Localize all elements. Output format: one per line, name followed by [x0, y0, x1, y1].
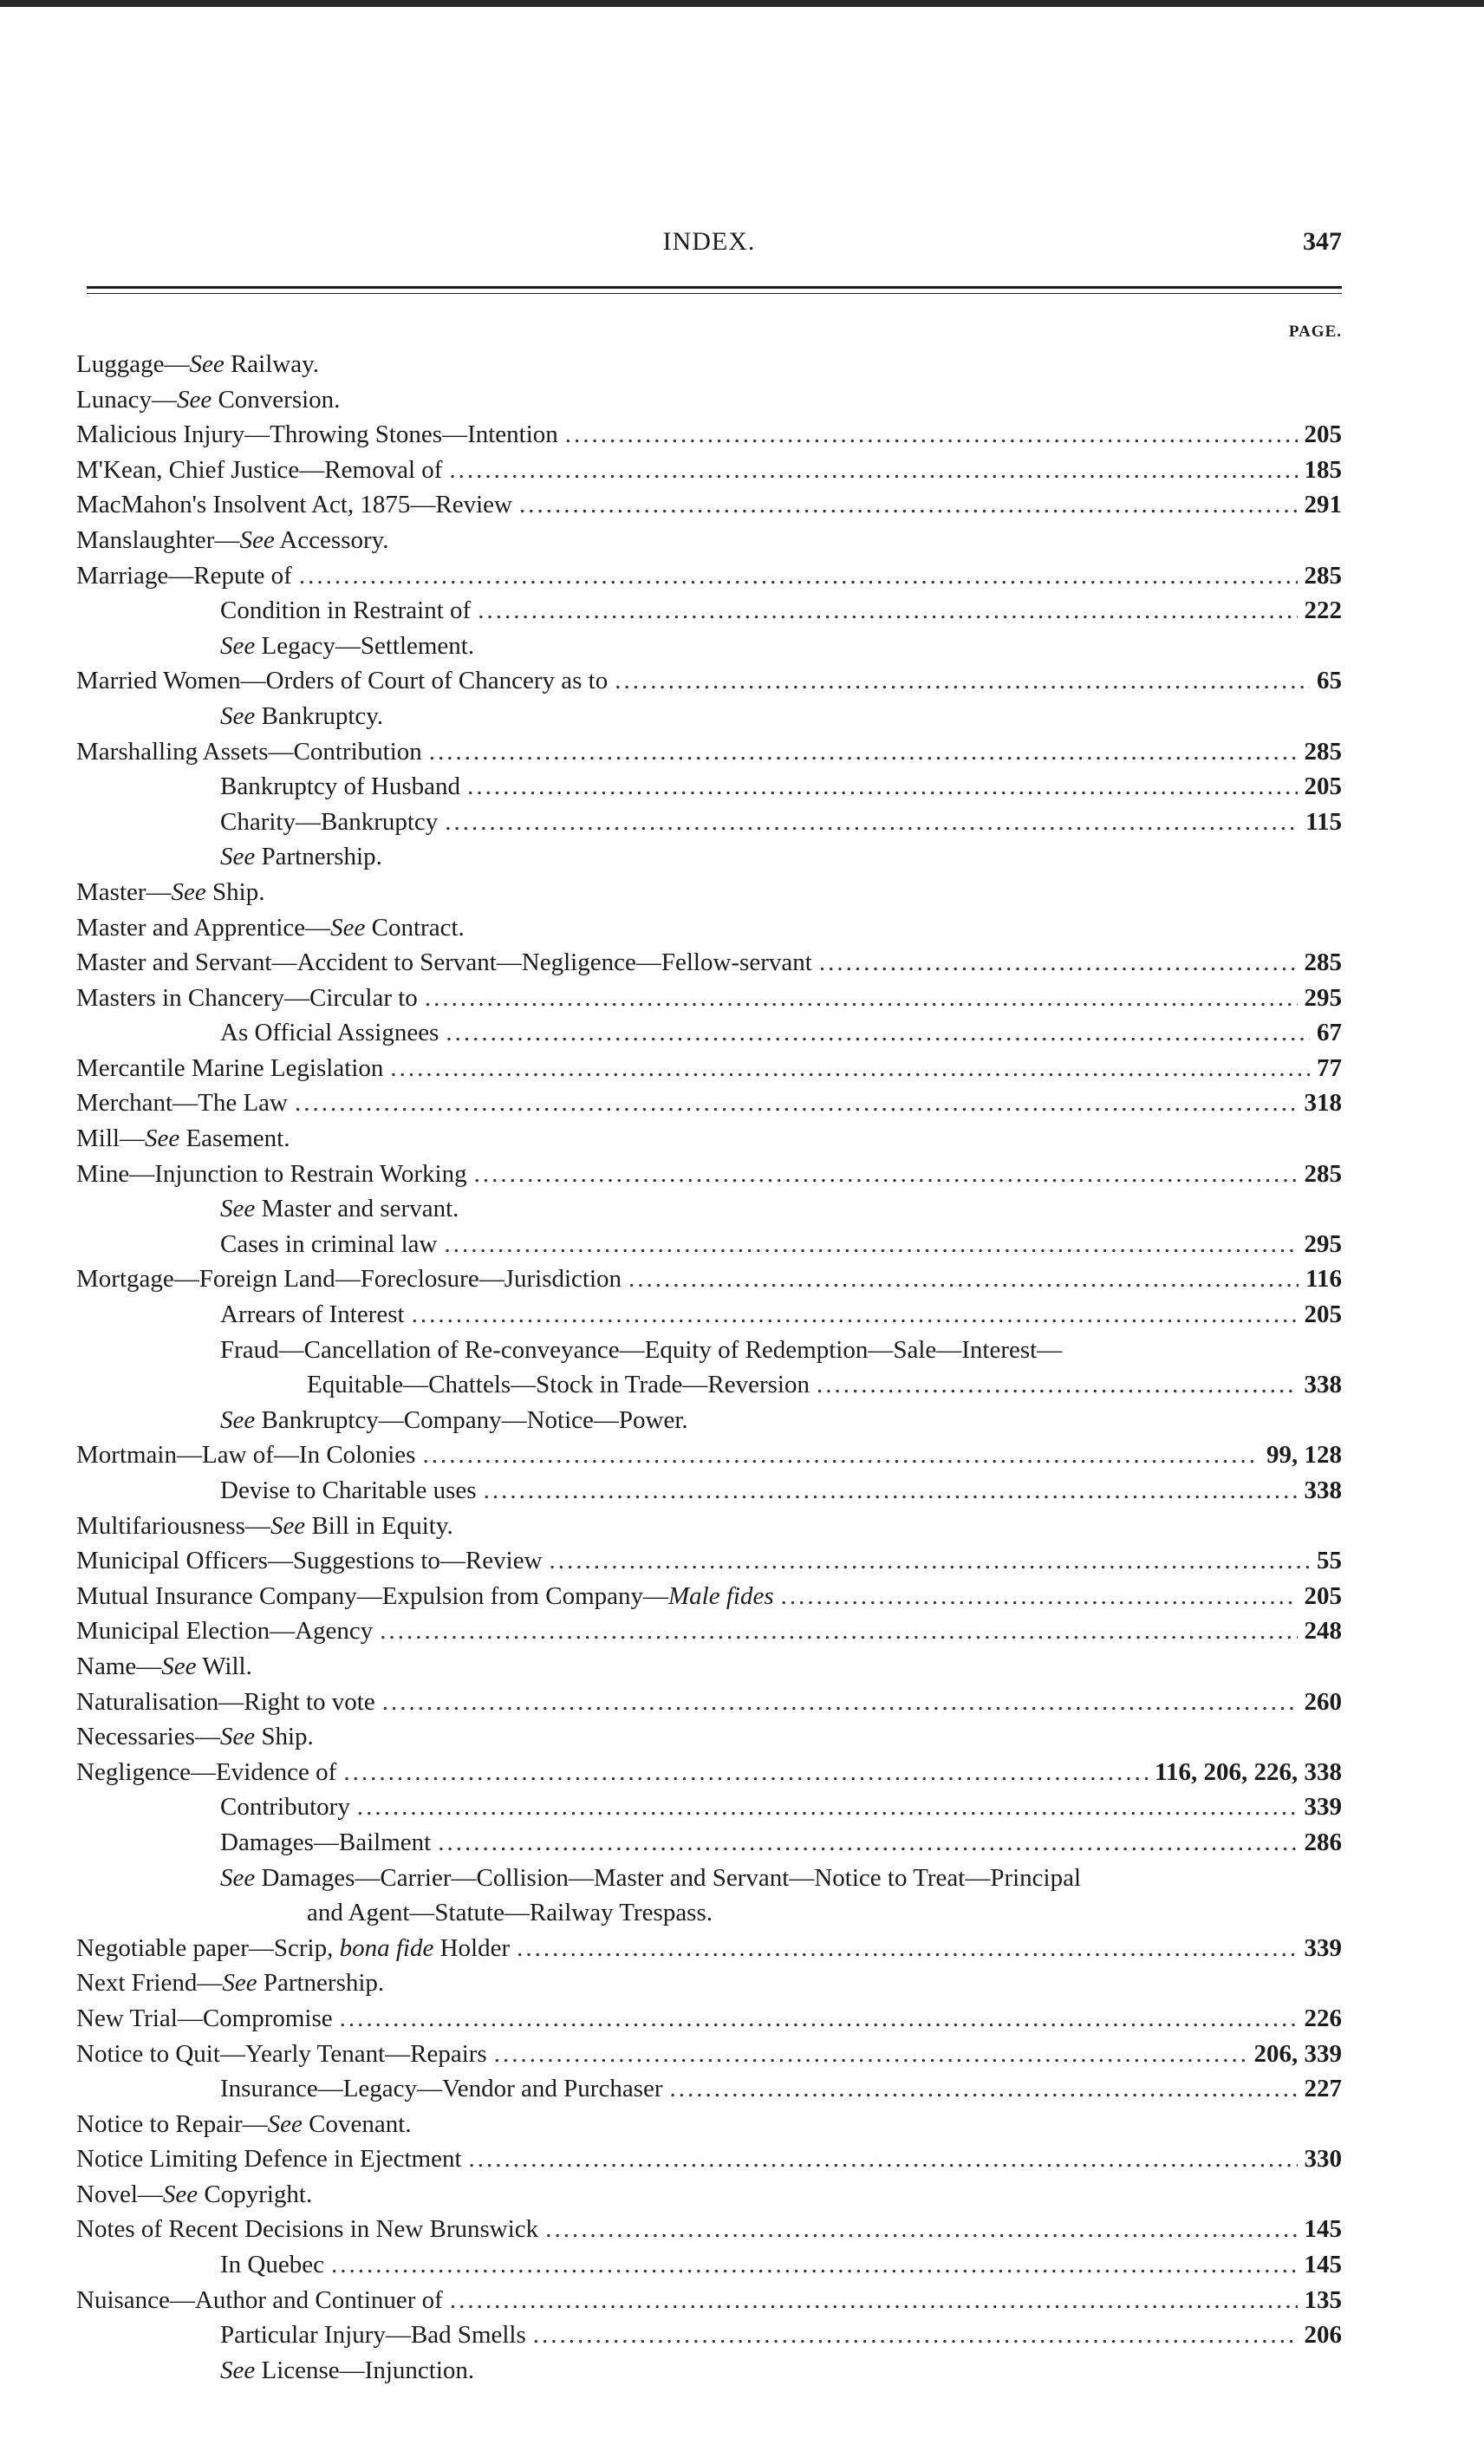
entry-text — [76, 2283, 443, 2318]
entry-text-part: Mutual Insurance Company—Expulsion from Company— — [76, 1581, 669, 1610]
entry-page-ref: 285 — [1304, 561, 1342, 590]
entry-text — [76, 1051, 383, 1086]
entry-page-ref: 338 — [1304, 1476, 1342, 1504]
entry-page-ref: 206, 339 — [1253, 2039, 1342, 2068]
index-entry — [76, 1895, 1342, 1931]
entry-italic-text: See — [220, 2356, 256, 2384]
dot-leader — [380, 1613, 1297, 1649]
dot-leader — [517, 1931, 1297, 1966]
dot-leader — [781, 1579, 1298, 1614]
index-entry — [76, 1825, 1342, 1861]
index-entry — [76, 1965, 1342, 2001]
entry-page-ref: 145 — [1304, 2251, 1342, 2279]
entry-text-part: Cases in criminal law — [220, 1229, 438, 1258]
entry-text-part: Contract. — [365, 913, 465, 942]
dot-leader — [565, 417, 1298, 453]
entry-text — [76, 558, 292, 594]
entry-text — [307, 1367, 810, 1403]
dot-leader — [545, 2212, 1297, 2247]
entry-text — [76, 453, 442, 488]
entry-text — [220, 1861, 1081, 1896]
index-entry — [76, 734, 1342, 770]
entry-page-ref: 285 — [1304, 1159, 1342, 1188]
dot-leader — [467, 769, 1297, 805]
entry-text-part: Master and Servant—Accident to Servant—Negligence—Fellow-servant — [76, 948, 812, 977]
entry-page-ref: 99, 128 — [1266, 1441, 1342, 1470]
entry-text-part: Married Women—Orders of Court of Chancery as to — [76, 667, 609, 695]
entry-text-part: Mine—Injunction to Restrain Working — [76, 1159, 467, 1188]
entry-text — [76, 2177, 312, 2213]
entry-page-ref: 248 — [1304, 1617, 1342, 1646]
entry-page-ref: 330 — [1304, 2145, 1342, 2174]
index-entry — [76, 2001, 1342, 2037]
index-entry — [76, 593, 1342, 629]
entry-text-part: Damages—Carrier—Collision—Master and Servant—Notice to Treat—Principal — [255, 1863, 1082, 1892]
dot-leader — [412, 1297, 1298, 1333]
entry-italic-text: bona fide — [339, 1933, 434, 1962]
entry-text-part: Equitable—Chattels—Stock in Trade—Reversion — [307, 1371, 810, 1399]
entry-text-part: Copyright. — [198, 2180, 313, 2208]
dot-leader — [550, 1543, 1310, 1579]
entry-text-part: Damages—Bailment — [220, 1828, 432, 1856]
entry-page-ref: 226 — [1304, 2004, 1342, 2032]
dot-leader — [444, 1227, 1297, 1262]
entry-page-ref: 205 — [1304, 420, 1342, 449]
entry-text — [76, 2107, 412, 2142]
entry-page-ref: 65 — [1317, 667, 1342, 695]
entry-text-part: Arrears of Interest — [220, 1300, 405, 1329]
entry-text-part: License—Injunction. — [255, 2356, 475, 2384]
entry-text — [76, 1437, 415, 1473]
entry-italic-text: See — [222, 1969, 257, 1998]
entry-text-part: Master and Apprentice— — [76, 913, 331, 942]
entry-text — [76, 1719, 314, 1755]
entry-text-part: Covenant. — [302, 2109, 412, 2138]
dot-leader — [819, 945, 1298, 981]
entry-text — [76, 1931, 510, 1966]
entry-text — [220, 1297, 405, 1333]
entry-text — [220, 629, 474, 664]
entry-text — [220, 1825, 431, 1861]
entry-text — [76, 2001, 333, 2037]
entry-page-ref: 295 — [1304, 983, 1342, 1012]
entry-text-part: Masters in Chancery—Circular to — [76, 983, 418, 1012]
index-entry — [76, 805, 1342, 840]
dot-leader — [670, 2071, 1298, 2107]
entry-page-ref: 185 — [1304, 455, 1342, 484]
entry-text-part: Lunacy— — [76, 385, 177, 414]
entry-text-part: Bankruptcy. — [255, 701, 384, 730]
entry-text — [76, 981, 418, 1016]
entry-page-ref: 260 — [1304, 1687, 1342, 1716]
entry-italic-text: See — [220, 1405, 256, 1434]
index-entry — [76, 1579, 1342, 1614]
entry-text-part: Holder — [433, 1933, 511, 1962]
entry-italic-text: See — [144, 1124, 180, 1153]
entry-text-part: In Quebec — [220, 2251, 324, 2279]
entry-text-part: Accessory. — [274, 525, 389, 554]
page-title: INDEX. — [662, 227, 756, 256]
index-entry — [76, 699, 1342, 734]
entry-italic-text: See — [270, 1511, 306, 1540]
dot-leader — [478, 593, 1297, 629]
entry-text-part: Master— — [76, 877, 172, 906]
entry-italic-text: See — [219, 1723, 256, 1751]
entry-text — [220, 1333, 1062, 1368]
entry-text-part: Bankruptcy of Husband — [220, 772, 461, 801]
entry-text — [220, 1789, 350, 1825]
index-entry — [76, 2317, 1342, 2353]
entry-italic-text: See — [239, 525, 275, 554]
entry-text-part: MacMahon's Insolvent Act, 1875—Review — [76, 491, 512, 519]
index-entry — [76, 1227, 1342, 1262]
entry-text — [307, 1895, 713, 1931]
dot-leader — [450, 2283, 1298, 2318]
entry-text-part: Mill— — [76, 1124, 145, 1153]
entry-page-ref: 285 — [1304, 737, 1342, 766]
index-entry — [76, 1437, 1342, 1473]
index-entry — [76, 1051, 1342, 1086]
entry-text — [76, 2212, 538, 2247]
entry-text-part: Novel— — [76, 2180, 163, 2208]
entry-text-part: Mortgage—Foreign Land—Foreclosure—Jurisdiction — [76, 1265, 622, 1294]
entry-text-part: Multifariousness— — [76, 1511, 270, 1540]
header-rule-thick — [87, 286, 1342, 289]
index-entry — [76, 981, 1342, 1016]
entry-italic-text: See — [162, 2180, 199, 2208]
entry-page-ref: 55 — [1317, 1547, 1342, 1575]
index-entry — [76, 382, 1342, 418]
entry-italic-text: See — [220, 1195, 256, 1223]
entry-page-ref: 145 — [1304, 2215, 1342, 2244]
entry-text-part: New Trial—Compromise — [76, 2004, 333, 2032]
entry-text-part: Luggage— — [76, 350, 190, 378]
entry-text — [220, 839, 382, 875]
index-entry — [76, 347, 1342, 382]
entry-text — [76, 1685, 375, 1720]
entry-page-ref: 77 — [1317, 1053, 1342, 1082]
index-entry — [76, 558, 1342, 594]
entry-page-ref: 338 — [1304, 1371, 1342, 1399]
entry-text — [220, 1227, 437, 1262]
entry-text-part: Conversion. — [212, 385, 341, 414]
dot-leader — [295, 1085, 1298, 1121]
index-entry — [76, 2037, 1342, 2072]
dot-leader — [299, 558, 1298, 594]
index-entry — [76, 1543, 1342, 1579]
entry-text — [76, 523, 389, 558]
entry-text-part: Notice to Quit—Yearly Tenant—Repairs — [76, 2039, 487, 2068]
dot-leader — [340, 2001, 1298, 2037]
entry-text-part: Manslaughter— — [76, 525, 240, 554]
entry-text — [76, 663, 608, 699]
entry-text — [76, 875, 264, 910]
entry-text-part: Railway. — [224, 350, 319, 378]
entry-text-part: Devise to Charitable uses — [220, 1476, 477, 1504]
dot-leader — [425, 981, 1298, 1016]
entry-text — [220, 1473, 477, 1509]
index-entry — [76, 487, 1342, 523]
dot-leader — [494, 2037, 1247, 2072]
entry-text-part: Municipal Election—Agency — [76, 1617, 374, 1646]
index-entry — [76, 453, 1342, 488]
entry-text-part: Mortmain—Law of—In Colonies — [76, 1441, 416, 1470]
index-entry — [76, 945, 1342, 981]
entry-text — [76, 2141, 462, 2177]
entry-text — [76, 1157, 467, 1192]
entry-text-part: Notice Limiting Defence in Ejectment — [76, 2145, 462, 2174]
entry-italic-text: See — [176, 385, 212, 414]
entry-text-part: Particular Injury—Bad Smells — [220, 2321, 526, 2350]
index-entry — [76, 1613, 1342, 1649]
entry-text — [76, 1755, 336, 1790]
entry-text-part: Marshalling Assets—Contribution — [76, 737, 422, 766]
dot-leader — [615, 663, 1310, 699]
entry-text-part: As Official Assignees — [220, 1019, 439, 1047]
entry-text — [220, 593, 471, 629]
index-entry — [76, 769, 1342, 805]
entry-text — [76, 734, 422, 770]
entry-page-ref: 295 — [1304, 1229, 1342, 1258]
entry-italic-text: See — [161, 1652, 197, 1680]
dot-leader — [519, 487, 1298, 523]
entry-page-ref: 285 — [1304, 948, 1342, 977]
dot-leader — [331, 2247, 1298, 2283]
index-entry — [76, 2177, 1342, 2213]
index-entry — [76, 417, 1342, 453]
entry-page-ref: 222 — [1304, 596, 1342, 625]
dot-leader — [438, 1825, 1297, 1861]
entry-text-part: Bankruptcy—Company—Notice—Power. — [255, 1405, 688, 1434]
index-entry — [76, 523, 1342, 558]
entry-text-part: Malicious Injury—Throwing Stones—Intention — [76, 420, 558, 449]
entry-page-ref: 67 — [1317, 1019, 1342, 1047]
entry-page-ref: 205 — [1304, 1300, 1342, 1329]
index-entry — [76, 839, 1342, 875]
page-number: 347 — [1303, 227, 1342, 256]
entry-text-part: Condition in Restraint of — [220, 596, 472, 625]
dot-leader — [628, 1261, 1298, 1297]
entry-italic-text: See — [171, 877, 206, 906]
entry-italic-text: See — [220, 1863, 256, 1892]
entry-text-part: Negotiable paper—Scrip, — [76, 1933, 340, 1962]
entry-page-ref: 116 — [1305, 1265, 1342, 1294]
entry-italic-text: See — [220, 843, 256, 871]
index-entry — [76, 875, 1342, 910]
running-header — [76, 227, 1342, 262]
entry-text-part: Ship. — [255, 1723, 314, 1751]
index-entry — [76, 1333, 1342, 1368]
index-entry — [76, 629, 1342, 664]
entry-text — [76, 417, 558, 453]
entry-text-part: Charity—Bankruptcy — [220, 807, 439, 836]
entry-text — [76, 487, 512, 523]
entry-page-ref: 135 — [1304, 2285, 1342, 2314]
entry-page-ref: 227 — [1304, 2075, 1342, 2103]
index-entry — [76, 1685, 1342, 1720]
index-entry — [76, 1861, 1342, 1896]
index-entry — [76, 1121, 1342, 1157]
entry-text — [76, 1121, 290, 1157]
entry-text — [220, 769, 460, 805]
entry-page-ref: 318 — [1304, 1089, 1342, 1118]
entry-italic-text: See — [189, 350, 225, 378]
entry-text — [76, 1261, 622, 1297]
entry-text-part: Partnership. — [255, 843, 382, 871]
entry-text-part: Notice to Repair— — [76, 2109, 268, 2138]
dot-leader — [390, 1051, 1310, 1086]
entry-text-part: Mercantile Marine Legislation — [76, 1053, 384, 1082]
entry-page-ref: 116, 206, 226, 338 — [1155, 1757, 1342, 1786]
entry-italic-text: See — [267, 2109, 303, 2138]
entry-page-ref: 115 — [1305, 807, 1342, 836]
entry-text-part: Insurance—Legacy—Vendor and Purchaser — [220, 2075, 663, 2103]
page-column-label: PAGE. — [1288, 323, 1342, 341]
entry-text-part: Next Friend— — [76, 1969, 223, 1998]
dot-leader — [357, 1789, 1298, 1825]
entry-text — [76, 1543, 543, 1579]
dot-leader — [817, 1367, 1298, 1403]
entry-page-ref: 206 — [1304, 2321, 1342, 2350]
dot-leader — [484, 1473, 1298, 1509]
entry-text — [76, 1613, 373, 1649]
index-entry — [76, 1085, 1342, 1121]
entry-text-part: Easement. — [179, 1124, 290, 1153]
entry-text — [76, 2037, 487, 2072]
entry-text-part: Municipal Officers—Suggestions to—Review — [76, 1547, 543, 1575]
entry-text-part: M'Kean, Chief Justice—Removal of — [76, 455, 443, 484]
index-entry — [76, 1789, 1342, 1825]
index-entry — [76, 1755, 1342, 1790]
entry-text — [76, 1649, 252, 1685]
entry-text-part: Ship. — [205, 877, 265, 906]
entry-text — [76, 945, 812, 981]
index-entry — [76, 1261, 1342, 1297]
dot-leader — [429, 734, 1298, 770]
index-entry — [76, 1719, 1342, 1755]
entry-text — [76, 1579, 774, 1614]
entry-text-part: Bill in Equity. — [305, 1511, 453, 1540]
entry-text-part: Naturalisation—Right to vote — [76, 1687, 375, 1716]
entry-text-part: Negligence—Evidence of — [76, 1757, 337, 1786]
entry-text — [76, 910, 465, 946]
entry-page-ref: 339 — [1304, 1933, 1342, 1962]
entry-page-ref: 286 — [1304, 1828, 1342, 1856]
dot-leader — [533, 2317, 1298, 2353]
index-entry — [76, 1509, 1342, 1544]
index-entry — [76, 2283, 1342, 2318]
dot-leader — [382, 1685, 1298, 1720]
entry-page-ref: 205 — [1304, 772, 1342, 801]
page-top-edge — [0, 0, 1484, 7]
index-entry — [76, 910, 1342, 946]
entry-text-part: Notes of Recent Decisions in New Brunswick — [76, 2215, 539, 2244]
index-entry — [76, 1931, 1342, 1966]
index-entry — [76, 2107, 1342, 2142]
dot-leader — [469, 2141, 1298, 2177]
entry-text — [220, 805, 438, 840]
entry-text — [76, 1509, 453, 1544]
index-entry — [76, 1403, 1342, 1438]
entry-text-part: Nuisance—Author and Continuer of — [76, 2285, 443, 2314]
entry-text — [220, 2353, 474, 2389]
entry-text-part: Necessaries— — [76, 1723, 220, 1751]
entry-text — [220, 1403, 688, 1438]
entry-text-part: Will. — [196, 1652, 252, 1680]
entry-text — [76, 382, 340, 418]
entry-text — [220, 699, 383, 734]
entry-text-part: Legacy—Settlement. — [255, 631, 475, 660]
entry-text-part: Fraud—Cancellation of Re-conveyance—Equity of Redemption—Sale—Interest— — [220, 1335, 1063, 1364]
entry-text — [76, 347, 319, 382]
entry-text — [220, 2247, 324, 2283]
index-entry — [76, 663, 1342, 699]
index-entry — [76, 1157, 1342, 1192]
entry-italic-text: Male fides — [668, 1581, 774, 1610]
index-entry — [76, 2141, 1342, 2177]
entry-italic-text: See — [220, 631, 256, 660]
index-entry — [76, 1297, 1342, 1333]
entry-text-part: Contributory — [220, 1793, 350, 1822]
entry-text — [76, 1965, 384, 2001]
entry-text-part: and Agent—Statute—Railway Trespass. — [307, 1899, 713, 1927]
entry-text — [220, 2317, 526, 2353]
entry-text-part: Partnership. — [257, 1969, 385, 1998]
header-rule-thin — [87, 293, 1342, 294]
dot-leader — [449, 453, 1297, 488]
entry-text-part: Master and servant. — [255, 1195, 459, 1223]
entry-text — [220, 2071, 663, 2107]
index-entry — [76, 2071, 1342, 2107]
entry-text-part: Name— — [76, 1652, 162, 1680]
entry-italic-text: See — [330, 913, 366, 942]
entry-text-part: Merchant—The Law — [76, 1089, 288, 1118]
entry-text — [220, 1191, 459, 1227]
index-entry — [76, 1015, 1342, 1051]
entry-text — [76, 1085, 288, 1121]
index-entries — [76, 347, 1342, 2388]
index-entry — [76, 1367, 1342, 1403]
entry-page-ref: 339 — [1304, 1793, 1342, 1822]
index-entry — [76, 1191, 1342, 1227]
dot-leader — [422, 1437, 1259, 1473]
index-entry — [76, 1649, 1342, 1685]
dot-leader — [445, 805, 1298, 840]
entry-italic-text: See — [220, 701, 256, 730]
entry-page-ref: 205 — [1304, 1581, 1342, 1610]
dot-leader — [343, 1755, 1148, 1790]
index-entry — [76, 1473, 1342, 1509]
entry-text-part: Marriage—Repute of — [76, 561, 292, 590]
dot-leader — [474, 1157, 1298, 1192]
dot-leader — [446, 1015, 1310, 1051]
index-entry — [76, 2212, 1342, 2247]
entry-page-ref: 291 — [1304, 491, 1342, 519]
entry-text — [220, 1015, 439, 1051]
index-entry — [76, 2353, 1342, 2389]
index-entry — [76, 2247, 1342, 2283]
